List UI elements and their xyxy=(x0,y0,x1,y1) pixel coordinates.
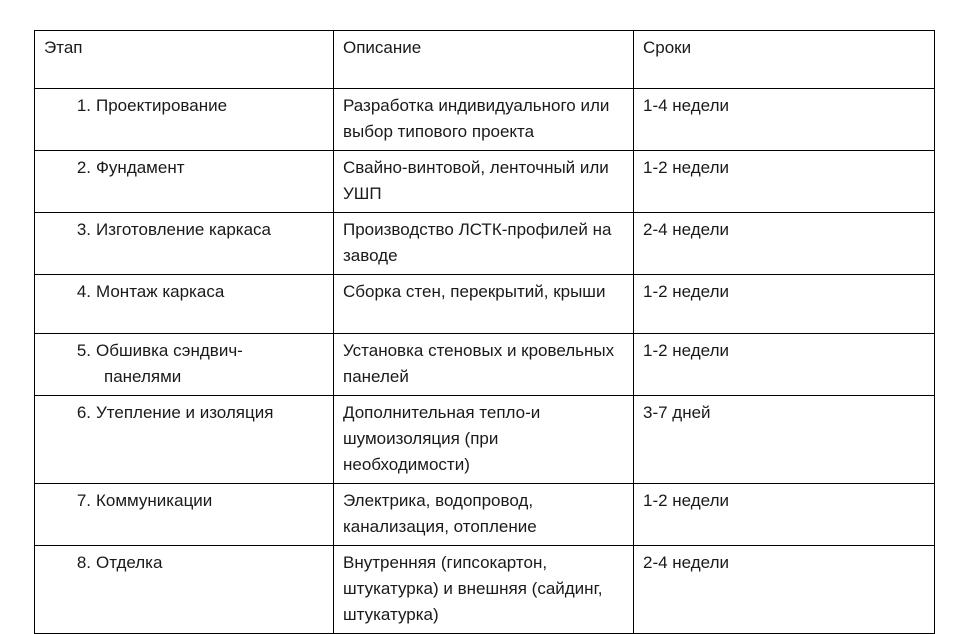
description-cell: Свайно-винтовой, ленточный или УШП xyxy=(334,151,634,213)
description-cell: Установка стеновых и кровельных панелей xyxy=(334,334,634,396)
stage-name: Фундамент xyxy=(96,158,185,177)
stage-number: 8. xyxy=(76,553,91,572)
table-row xyxy=(35,396,935,484)
stage-cell xyxy=(35,546,334,634)
stage-number: 7. xyxy=(76,491,91,510)
stage-name: Утепление и изоляция xyxy=(96,403,274,422)
description-cell: Внутренняя (гипсокартон, штукатурка) и внешняя (сайдинг, штукатурка) xyxy=(334,546,634,634)
stage-cell xyxy=(35,484,334,546)
duration-cell: 3-7 дней xyxy=(634,396,935,484)
duration-cell: 1-2 недели xyxy=(634,334,935,396)
description-cell: Разработка индивидуального или выбор типового проекта xyxy=(334,89,634,151)
table-row xyxy=(35,546,935,634)
description-cell: Производство ЛСТК-профилей на заводе xyxy=(334,213,634,275)
stage-cell xyxy=(35,213,334,275)
stage-number: 3. xyxy=(76,220,91,239)
table-row xyxy=(35,151,935,213)
stage-name: Отделка xyxy=(96,553,163,572)
table-row xyxy=(35,275,935,334)
description-cell: Дополнительная тепло-и шумоизоляция (при необходимости) xyxy=(334,396,634,484)
stage-name-line-1: Обшивка сэндвич- xyxy=(96,341,243,360)
stage-name: Коммуникации xyxy=(96,491,213,510)
stage-name: Монтаж каркаса xyxy=(96,282,225,301)
stage-number: 5. xyxy=(76,341,91,360)
stage-number: 4. xyxy=(76,282,91,301)
stage-cell xyxy=(35,89,334,151)
duration-cell: 1-4 недели xyxy=(634,89,935,151)
duration-cell: 2-4 недели xyxy=(634,546,935,634)
description-cell: Электрика, водопровод, канализация, отопление xyxy=(334,484,634,546)
stage-number: 2. xyxy=(76,158,91,177)
stage-name-line-2: панелями xyxy=(104,367,182,386)
stage-name: Проектирование xyxy=(96,96,228,115)
table-header-row xyxy=(35,31,935,89)
stage-cell xyxy=(35,396,334,484)
stage-cell xyxy=(35,275,334,334)
stage-cell xyxy=(35,334,334,396)
duration-cell: 2-4 недели xyxy=(634,213,935,275)
description-cell: Сборка стен, перекрытий, крыши xyxy=(334,275,634,334)
table-row xyxy=(35,484,935,546)
stage-number: 1. xyxy=(76,96,91,115)
stage-name: Изготовление каркаса xyxy=(96,220,271,239)
duration-cell: 1-2 недели xyxy=(634,275,935,334)
stage-name xyxy=(96,338,324,390)
header-stage: Этап xyxy=(35,31,334,89)
table-row xyxy=(35,213,935,275)
table-row xyxy=(35,89,935,151)
header-description: Описание xyxy=(334,31,634,89)
header-duration: Сроки xyxy=(634,31,935,89)
table-row xyxy=(35,334,935,396)
duration-cell: 1-2 недели xyxy=(634,484,935,546)
stage-number: 6. xyxy=(76,403,91,422)
duration-cell: 1-2 недели xyxy=(634,151,935,213)
stage-cell xyxy=(35,151,334,213)
construction-stages-table xyxy=(34,30,935,634)
